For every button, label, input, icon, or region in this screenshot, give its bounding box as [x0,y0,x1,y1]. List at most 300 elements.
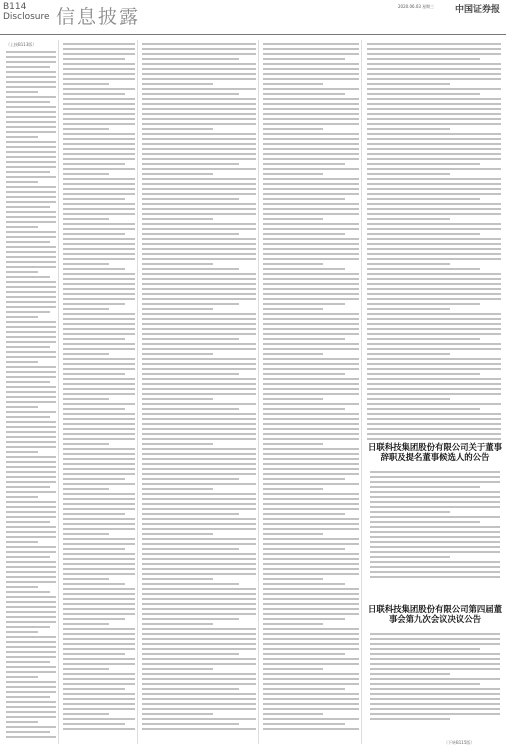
text-line [370,536,500,538]
text-line [263,478,345,480]
text-line [63,668,109,670]
text-line [370,561,500,563]
text-line [63,348,135,350]
text-line [63,248,135,250]
text-line [63,428,135,430]
text-line [263,323,359,325]
text-line [263,548,345,550]
text-line [367,348,501,350]
text-line [370,638,500,640]
text-line [367,103,501,105]
text-line [6,431,56,433]
text-line [142,113,256,115]
text-line [367,418,501,420]
text-line [142,98,256,100]
text-line [6,51,56,53]
text-line [63,203,135,205]
text-line [370,501,500,503]
text-line [142,633,256,635]
text-line [367,223,501,225]
text-line [142,63,256,65]
text-line [63,728,135,730]
text-line [263,693,359,695]
text-line [263,108,359,110]
text-line [63,638,135,640]
text-column-2 [61,40,138,744]
text-line [263,513,345,515]
text-line [263,603,359,605]
text-line [142,368,256,370]
text-line [6,316,38,318]
text-line [367,333,501,335]
text-line [6,661,50,663]
text-line [6,371,56,373]
text-line [370,713,500,715]
text-line [63,468,135,470]
text-line [6,126,56,128]
text-line [263,683,359,685]
text-line [142,413,256,415]
text-line [263,178,359,180]
text-line [6,181,38,183]
text-line [142,488,213,490]
text-line [63,158,135,160]
text-line [6,326,56,328]
text-line [263,453,359,455]
text-line [263,133,359,135]
text-line [263,143,359,145]
text-line [263,508,359,510]
text-line [370,633,500,635]
text-line [263,608,359,610]
text-line [263,668,323,670]
text-line [63,598,135,600]
text-line [6,101,50,103]
text-line [6,261,56,263]
text-line [63,73,135,75]
text-line [6,576,56,578]
text-line [142,198,239,200]
text-column-3 [140,40,259,744]
text-line [6,376,56,378]
text-line [367,368,501,370]
text-line [63,98,135,100]
text-line [6,586,38,588]
text-line [6,521,50,523]
text-line [63,693,135,695]
text-line [142,183,256,185]
text-line [370,491,500,493]
text-line [142,618,239,620]
text-line [367,193,501,195]
text-line [6,266,56,268]
text-line [263,213,359,215]
text-line [370,551,500,553]
text-line [6,451,38,453]
text-line [263,223,359,225]
text-line [263,153,359,155]
text-line [142,603,256,605]
text-line [63,378,135,380]
text-line [6,146,56,148]
text-line [142,598,256,600]
text-line [367,138,501,140]
text-line [6,691,56,693]
text-line [142,318,256,320]
text-line [6,736,56,738]
text-line [6,701,56,703]
text-line [142,508,256,510]
text-line [367,78,501,80]
text-line [63,518,135,520]
text-line [63,373,125,375]
text-line [63,168,135,170]
text-line [367,53,501,55]
text-line [263,183,359,185]
text-line [142,423,256,425]
text-line [263,483,359,485]
text-line [263,723,345,725]
text-line [142,683,256,685]
text-line [142,503,256,505]
text-line [367,343,501,345]
text-line [142,608,256,610]
text-line [367,158,501,160]
text-line [367,143,501,145]
text-line [263,488,323,490]
text-line [6,621,56,623]
section-label: Disclosure [3,12,50,22]
text-line [263,678,359,680]
text-line [263,543,359,545]
text-line [63,163,125,165]
text-line [367,323,501,325]
text-line [6,196,56,198]
text-line [263,148,359,150]
text-line [263,208,359,210]
text-line [370,643,500,645]
text-line [263,558,359,560]
text-line [263,623,323,625]
text-line [142,588,256,590]
text-line [142,193,256,195]
text-line [6,311,50,313]
text-line [263,598,359,600]
text-line [263,428,359,430]
text-line [63,388,135,390]
text-line [6,121,56,123]
text-line [142,443,213,445]
text-line [142,713,213,715]
text-line [142,203,256,205]
text-line [63,443,109,445]
text-line [142,453,256,455]
text-line [367,303,480,305]
text-line [63,688,125,690]
text-line [6,406,38,408]
text-line [63,338,125,340]
text-line [63,563,135,565]
text-line [6,351,56,353]
text-line [367,178,501,180]
text-line [63,583,125,585]
text-line [63,298,135,300]
text-line [263,393,359,395]
text-line [63,698,135,700]
text-line [263,463,359,465]
text-line [142,58,239,60]
text-line [370,703,500,705]
text-line [142,383,256,385]
text-line [6,706,56,708]
text-line [6,716,56,718]
text-line [367,183,501,185]
text-line [142,613,256,615]
text-line [142,188,256,190]
text-line [263,633,359,635]
continued-from: （上接B113版） [6,42,37,47]
text-line [6,191,56,193]
text-line [6,616,56,618]
text-line [6,231,56,233]
text-line [6,416,50,418]
text-line [63,383,135,385]
text-line [6,561,56,563]
text-line [6,391,56,393]
text-line [370,566,500,568]
text-line [63,418,135,420]
text-line [263,238,359,240]
text-line [6,651,56,653]
text-line [263,283,359,285]
text-line [6,66,50,68]
text-line [263,468,359,470]
text-line [63,393,135,395]
text-line [263,313,359,315]
text-line [6,81,56,83]
text-line [142,273,256,275]
text-line [63,263,109,265]
text-line [6,731,50,733]
text-line [142,313,256,315]
text-line [370,718,450,720]
text-line [6,106,56,108]
text-line [142,103,256,105]
text-line [263,688,345,690]
issue-date: 2020.06.03 星期三 [398,4,435,9]
text-line [263,418,359,420]
text-line [367,318,501,320]
text-line [63,613,135,615]
text-line [63,543,135,545]
text-line [263,593,359,595]
text-line [63,233,125,235]
text-line [142,158,256,160]
text-line [142,358,256,360]
text-line [6,86,56,88]
text-line [63,473,135,475]
text-line [367,198,480,200]
text-line [142,513,239,515]
text-line [263,358,359,360]
text-line [367,148,501,150]
text-line [263,708,359,710]
text-line [142,108,256,110]
text-line [263,353,323,355]
text-line [63,708,135,710]
text-line [263,498,359,500]
text-line [263,523,359,525]
text-line [263,538,359,540]
text-line [6,131,56,133]
text-line [263,568,359,570]
text-line [6,506,56,508]
text-line [142,398,213,400]
text-line [142,303,239,305]
text-line [263,163,345,165]
text-line [63,343,135,345]
text-line [142,223,256,225]
text-line [63,268,125,270]
text-line [6,286,56,288]
text-line [63,588,135,590]
text-line [6,656,56,658]
text-line [63,558,135,560]
text-line [63,148,135,150]
text-line [367,248,501,250]
text-line [6,526,56,528]
text-line [263,63,359,65]
text-line [367,98,501,100]
text-line [6,186,56,188]
text-line [142,678,256,680]
text-line [63,508,135,510]
text-line [6,276,50,278]
text-line [142,723,239,725]
text-line [142,408,239,410]
text-line [63,358,135,360]
text-line [370,653,500,655]
text-line [63,413,135,415]
text-line [6,366,56,368]
text-line [63,593,135,595]
text-line [142,378,256,380]
text-line [6,386,56,388]
text-line [142,393,256,395]
text-line [263,193,359,195]
text-line [142,718,256,720]
text-line [6,486,50,488]
text-line [6,686,56,688]
text-line [6,341,56,343]
newspaper-masthead: 中国证券报 [454,5,500,15]
text-line [63,448,135,450]
text-line [263,388,359,390]
text-line [6,726,56,728]
text-line [367,73,501,75]
text-line [63,478,125,480]
text-line [142,78,256,80]
text-line [263,308,323,310]
text-line [142,518,256,520]
text-line [142,238,256,240]
text-line [142,498,256,500]
text-line [263,458,359,460]
text-line [367,233,480,235]
text-line [370,486,480,488]
text-line [63,63,135,65]
text-line [263,288,359,290]
text-line [63,178,135,180]
text-line [142,403,256,405]
text-line [63,618,125,620]
text-line [263,403,359,405]
text-line [6,381,50,383]
text-line [370,683,480,685]
text-line [63,103,135,105]
text-line [367,173,450,175]
text-line [63,153,135,155]
section-banner: 信息披露 [56,6,141,28]
text-line [6,331,56,333]
text-line [142,268,239,270]
text-line [63,633,135,635]
text-line [142,418,256,420]
text-line [6,211,56,213]
text-line [367,293,501,295]
text-line [142,658,256,660]
text-line [370,693,500,695]
text-line [6,671,56,673]
text-line [63,553,135,555]
text-line [370,531,500,533]
text-line [263,88,359,90]
text-line [142,168,256,170]
text-line [6,496,38,498]
text-line [142,638,256,640]
text-line [6,281,56,283]
text-line [6,446,56,448]
text-line [6,411,56,413]
text-line [63,218,109,220]
page-header [0,0,506,35]
text-line [63,493,135,495]
text-line [6,61,56,63]
notice-body [368,630,502,734]
text-line [367,163,480,165]
text-line [263,503,359,505]
text-line [6,206,50,208]
text-line [263,638,359,640]
text-line [63,578,109,580]
text-line [263,328,359,330]
text-line [142,728,256,730]
text-line [142,43,256,45]
text-line [263,113,359,115]
text-line [142,563,256,565]
text-line [142,308,213,310]
text-line [63,198,125,200]
text-line [263,618,345,620]
text-line [263,188,359,190]
text-line [63,423,135,425]
text-line [263,273,359,275]
text-line [263,138,359,140]
text-line [367,378,501,380]
text-line [263,673,359,675]
text-line [367,133,501,135]
text-line [142,48,256,50]
